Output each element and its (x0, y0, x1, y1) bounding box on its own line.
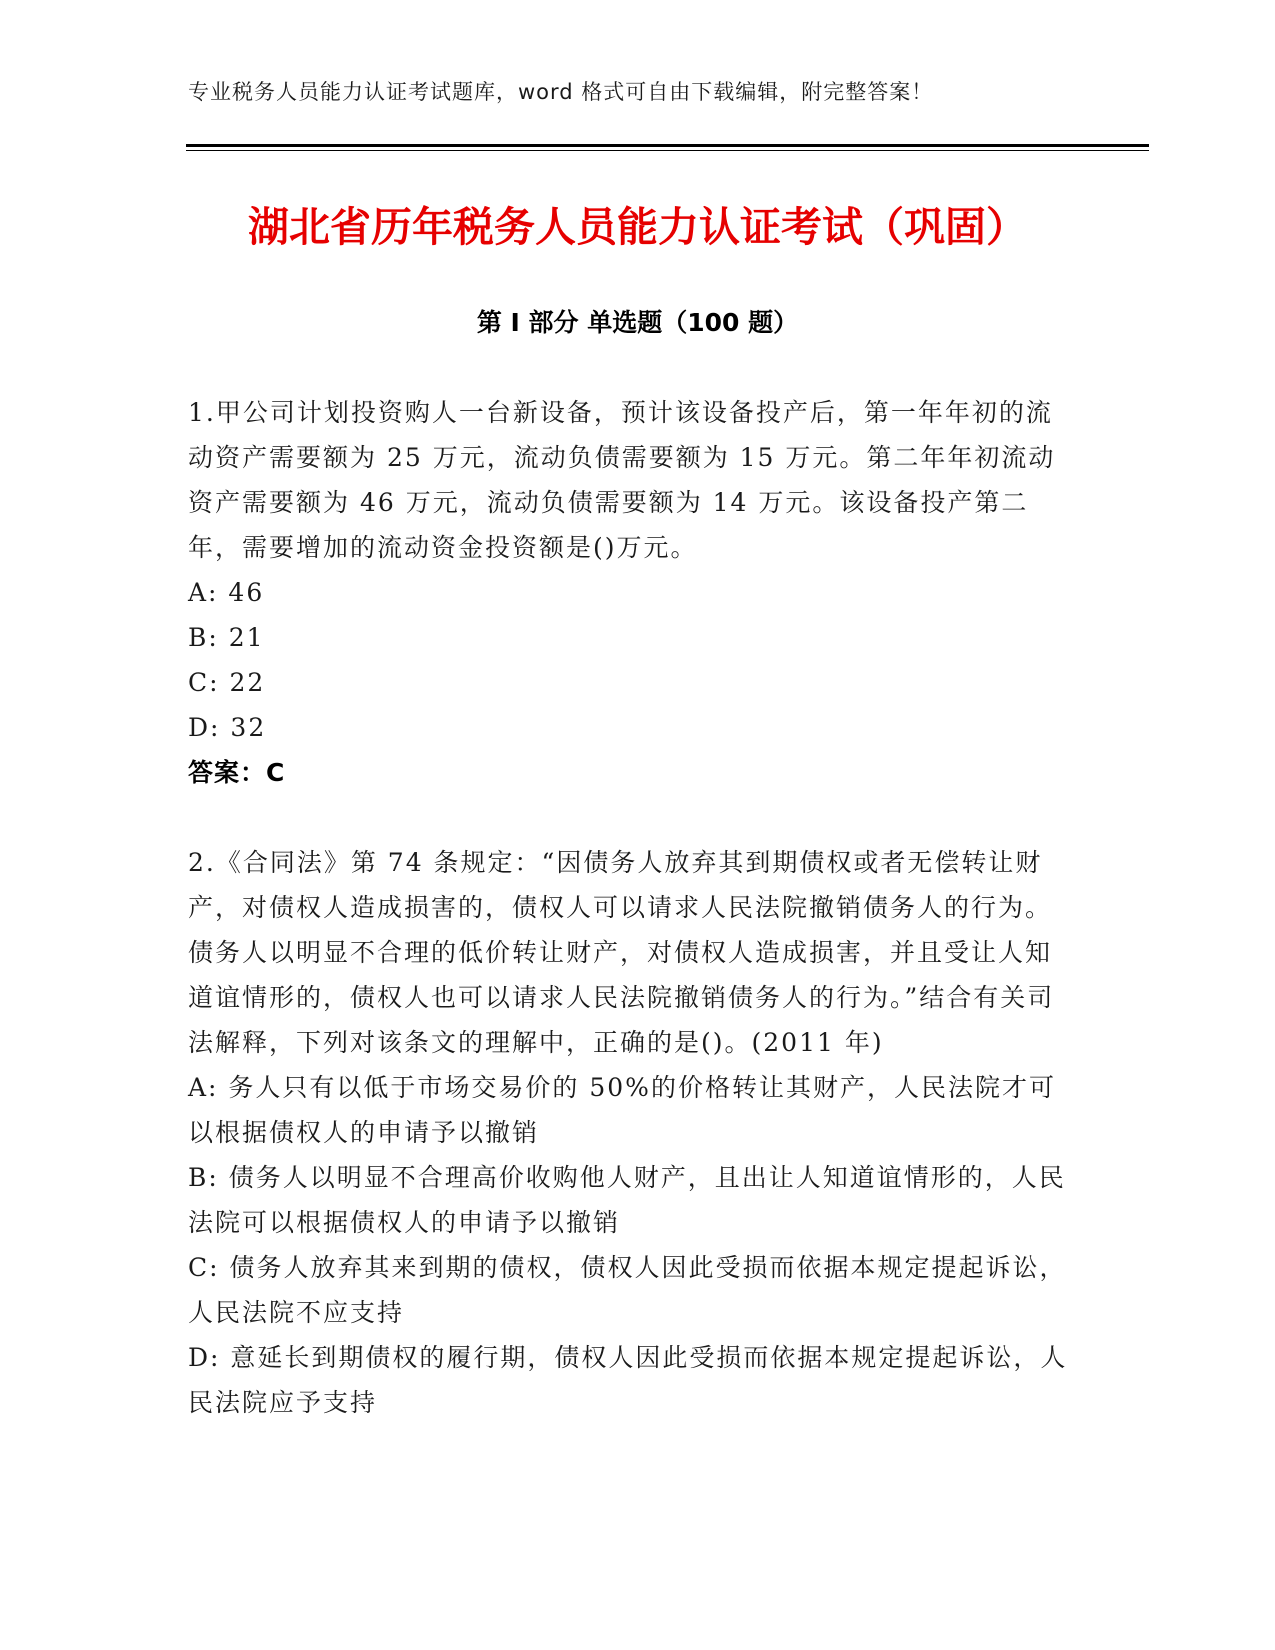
option-c: C: 债务人放弃其来到期的债权，债权人因此受损而依据本规定提起诉讼，人民法院不应支持 (188, 1253, 1067, 1327)
header-note: 专业税务人员能力认证考试题库，word 格式可自由下载编辑，附完整答案！ (188, 80, 934, 104)
answer: 答案：C (188, 758, 286, 787)
option-a: A: 46 (188, 578, 265, 607)
question-list (188, 390, 1078, 1425)
header-rule-thin (186, 150, 1149, 151)
option-c: C: 22 (188, 668, 266, 697)
option-b: B: 21 (188, 623, 265, 652)
question-text: 1.甲公司计划投资购人一台新设备，预计该设备投产后，第一年年初的流动资产需要额为 25 万元，流动负债需要额为 15 万元。第二年年初流动资产需要额为 46 万元，流动负债需要额为 14 万元。该设备投产第二年，需要增加的流动资金投资额是()万元。 (188, 398, 1056, 562)
document-title: 湖北省历年税务人员能力认证考试（巩固） (248, 203, 1027, 251)
header-rule-thick (186, 144, 1149, 147)
option-d: D: 意延长到期债权的履行期，债权人因此受损而依据本规定提起诉讼，人民法院应予支持 (188, 1343, 1068, 1417)
option-d: D: 32 (188, 713, 267, 742)
question-1 (188, 390, 1078, 795)
option-a: A: 务人只有以低于市场交易价的 50%的价格转让其财产，人民法院才可以根据债权人的申请予以撤销 (188, 1073, 1056, 1147)
question-2 (188, 840, 1078, 1425)
section-title: 第 I 部分 单选题（100 题） (476, 308, 799, 337)
question-text: 2.《合同法》第 74 条规定：“因债务人放弃其到期债权或者无偿转让财产，对债权人造成损害的，债权人可以请求人民法院撤销债务人的行为。债务人以明显不合理的低价转让财产，对债权人造成损害，并且受让人知道谊情形的，债权人也可以请求人民法院撤销债务人的行为。”结合有关司法解释，下列对该条文的理解中，正确的是()。(2011 年) (188, 848, 1055, 1057)
option-b: B: 债务人以明显不合理高价收购他人财产，且出让人知道谊情形的，人民法院可以根据债权人的申请予以撤销 (188, 1163, 1066, 1237)
question-spacer (188, 795, 1078, 840)
